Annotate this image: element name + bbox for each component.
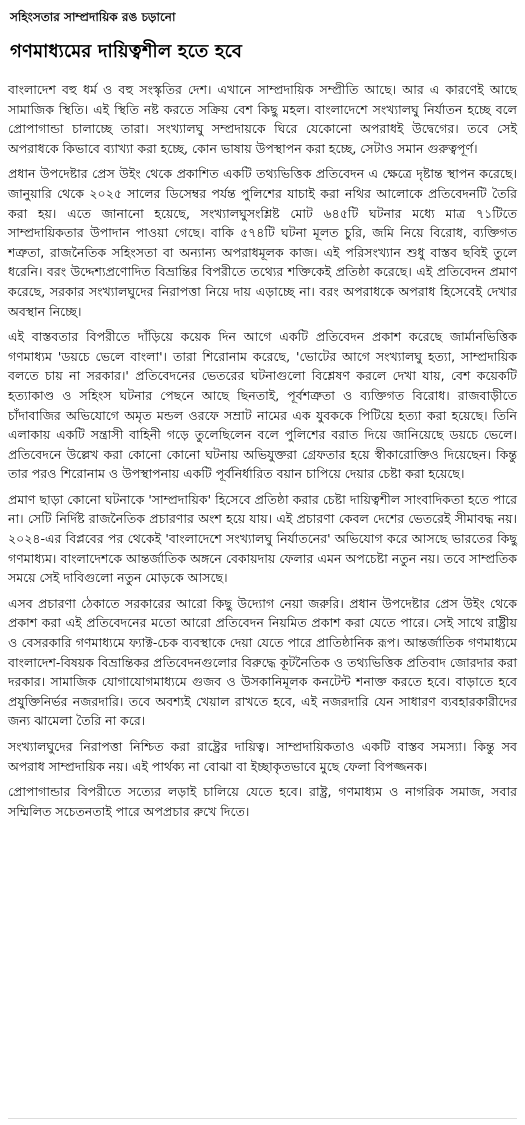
article-paragraph: এই বাস্তবতার বিপরীতে দাঁড়িয়ে কয়েক দিন আগে একটি প্রতিবেদন প্রকাশ করেছে জার্মানভিত্তিক গণমাধ্যম 'ডয়চে ভেলে বাংলা'। তারা শিরোনাম করেছে, 'ভোটের আগে সংখ্যালঘু হত্যা, সাম্প্রদায়িক বলতে চায় না সরকার।' প্রতিবেদনের ভেতরের ঘটনাগুলো বিশ্লেষণ করলে দেখা যায়, বেশ কয়েকটি হত্যাকাণ্ড ও সহিংস ঘটনার পেছনে আছে ছিনতাই, পূর্বশত্রুতা ও ব্যক্তিগত বিরোধ। রাজবাড়ীতে চাঁদাবাজির অভিযোগে অমৃত মন্ডল ওরফে সম্রাট নামের এক যুবককে পিটিয়ে হত্যা করা হয়েছে। তিনি এলাকায় একটি সন্ত্রাসী বাহিনী গড়ে তুলেছিলেন বলে পুলিশের বরাত দিয়ে জানিয়েছে ডয়চে ভেলে। প্রতিবেদনে উল্লেখ করা কোনো কোনো ঘটনায় অভিযুক্তরা গ্রেফতার হয়ে স্বীকারোক্তিও দিয়েছেন। কিন্তু তার পরও শিরোনাম ও উপস্থাপনায় একটি পূর্বনির্ধারিত বয়ান চাপিয়ে দেয়ার চেষ্টা করা হয়েছে।: [8, 329, 517, 482]
article-paragraph: বাংলাদেশ বহু ধর্ম ও বহু সংস্কৃতির দেশ। এখানে সাম্প্রদায়িক সম্প্রীতি আছে। আর এ কারণেই আছে সামাজিক স্থিতি। এই স্থিতি নষ্ট করতে সক্রিয় বেশ কিছু মহল। বাংলাদেশে সংখ্যালঘু নির্যাতন হচ্ছে বলে প্রোপাগান্ডা চালাচ্ছে তারা। সংখ্যালঘু সম্প্রদায়কে ঘিরে যেকোনো অপরাধই উদ্বেগের। তবে সেই অপরাধকে কিভাবে ব্যাখ্যা করা হচ্ছে, কোন ভাষায় উপস্থাপন করা হচ্ছে, সেটাও সমান গুরুত্বপূর্ণ।: [8, 82, 517, 156]
article-kicker: সহিংসতার সাম্প্রদায়িক রঙ চড়ানো: [10, 10, 176, 24]
article-headline: গণমাধ্যমের দায়িত্বশীল হতে হবে: [10, 41, 243, 62]
article-paragraph: সংখ্যালঘুদের নিরাপত্তা নিশ্চিত করা রাষ্ট্রের দায়িত্ব। সাম্প্রদায়িকতাও একটি বাস্তব সমস্যা। কিন্তু সব অপরাধ সাম্প্রদায়িক নয়। এই পার্থক্য না বোঝা বা ইচ্ছাকৃতভাবে মুছে ফেলা বিপজ্জনক।: [8, 739, 517, 774]
article-paragraph: প্রমাণ ছাড়া কোনো ঘটনাকে 'সাম্প্রদায়িক' হিসেবে প্রতিষ্ঠা করার চেষ্টা দায়িত্বশীল সাংবাদিকতা হতে পারে না। সেটি নির্দিষ্ট রাজনৈতিক প্রচারণার অংশ হয়ে যায়। এই প্রচারণা কেবল দেশের ভেতরেই সীমাবদ্ধ নয়। ২০২৪-এর বিপ্লবের পর থেকেই 'বাংলাদেশে সংখ্যালঘু নির্যাতনের' অভিযোগ করে আসছে ভারতের কিছু গণমাধ্যম। বাংলাদেশকে আন্তর্জাতিক অঙ্গনে বেকায়দায় ফেলার এমন অপচেষ্টা নতুন নয়। তবে সাম্প্রতিক সময়ে সেই দাবিগুলো নতুন মোড়কে আসছে।: [8, 491, 517, 586]
article-paragraph: প্রোপাগান্ডার বিপরীতে সত্যের লড়াই চালিয়ে যেতে হবে। রাষ্ট্র, গণমাধ্যম ও নাগরিক সমাজ, সবার সম্মিলিত সচেতনতাই পারে অপপ্রচার রুখে দিতে।: [8, 784, 517, 819]
article-paragraph: প্রধান উপদেষ্টার প্রেস উইং থেকে প্রকাশিত একটি তথ্যভিত্তিক প্রতিবেদন এ ক্ষেত্রে দৃষ্টান্ত স্থাপন করেছে। জানুয়ারি থেকে ২০২৫ সালের ডিসেম্বর পর্যন্ত পুলিশের যাচাই করা নথির আলোকে প্রতিবেদনটি তৈরি করা হয়। এতে জানানো হয়েছে, সংখ্যালঘুসংশ্লিষ্ট মোট ৬৪৫টি ঘটনার মধ্যে মাত্র ৭১টিতে সাম্প্রদায়িকতার উপাদান পাওয়া গেছে। বাকি ৫৭৪টি ঘটনা মূলত চুরি, জমি নিয়ে বিরোধ, ব্যক্তিগত শত্রুতা, রাজনৈতিক সহিংসতা বা অন্যান্য অপরাধমূলক কাজ। এই পরিসংখ্যান শুধু বাস্তব ছবিই তুলে ধরেনি। বরং উদ্দেশ্যপ্রণোদিত বিভ্রান্তির বিপরীতে তথ্যের শক্তিকেই প্রতিষ্ঠা করেছে। এই প্রতিবেদন প্রমাণ করেছে, সরকার সংখ্যালঘুদের নিরাপত্তা নিয়ে দায় এড়াচ্ছে না। বরং অপরাধকে অপরাধ হিসেবেই দেখার অবস্থান নিচ্ছে।: [8, 166, 517, 319]
article-body: [8, 80, 517, 821]
bottom-divider: [8, 1118, 517, 1119]
article-paragraph: এসব প্রচারণা ঠেকাতে সরকারের আরো কিছু উদ্যোগ নেয়া জরুরি। প্রধান উপদেষ্টার প্রেস উইং থেকে প্রকাশ করা এই প্রতিবেদনের মতো আরো প্রতিবেদন নিয়মিত প্রকাশ করা যেতে পারে। সেই সাথে রাষ্ট্রীয় ও বেসরকারি গণমাধ্যমে ফ্যাক্ট-চেক ব্যবস্থাকে দেয়া যেতে পারে প্রাতিষ্ঠানিক রূপ। আন্তর্জাতিক গণমাধ্যমে বাংলাদেশ-বিষয়ক বিভ্রান্তিকর প্রতিবেদনগুলোর বিরুদ্ধে কূটনৈতিক ও তথ্যভিত্তিক প্রতিবাদ জোরদার করা দরকার। সামাজিক যোগাযোগমাধ্যমে গুজব ও উসকানিমূলক কনটেন্ট শনাক্ত করতে হবে। বাড়াতে হবে প্রযুক্তিনির্ভর নজরদারি। তবে অবশ্যই খেয়াল রাখতে হবে, এই নজরদারি যেন সাধারণ ব্যবহারকারীদের জন্য ঝামেলা তৈরি না করে।: [8, 595, 517, 729]
